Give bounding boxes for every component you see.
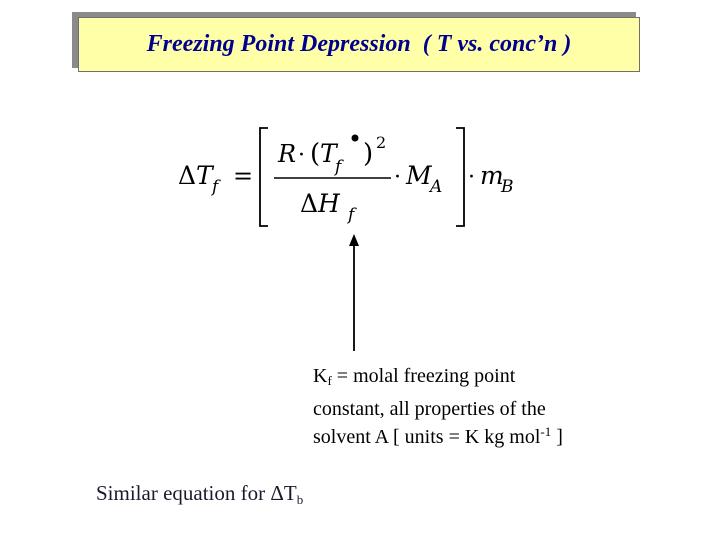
freezing-point-equation bbox=[170, 118, 550, 238]
molality: m bbox=[480, 161, 504, 190]
title-banner bbox=[78, 17, 640, 72]
annotation-line-3 bbox=[313, 423, 633, 451]
numerator-temperature: T bbox=[320, 139, 337, 168]
boiling-temperature: T bbox=[283, 481, 297, 505]
multiply-dot-3: · bbox=[468, 165, 475, 190]
kf-annotation bbox=[313, 362, 633, 451]
boiling-note-text: Similar equation for bbox=[96, 481, 271, 505]
molar-mass-subscript: A bbox=[430, 177, 443, 197]
annotation-line-1 bbox=[313, 362, 633, 395]
enthalpy-symbol: H bbox=[318, 189, 340, 218]
annotation-line-2: constant, all properties of the bbox=[313, 398, 546, 420]
numerator-temperature-subscript: f bbox=[335, 157, 342, 177]
kf-subscript: f bbox=[327, 373, 332, 388]
pure-solvent-marker bbox=[352, 135, 359, 142]
annotation-line-1-text: = molal freezing point bbox=[331, 365, 516, 387]
gas-constant: R bbox=[278, 140, 297, 168]
right-bracket bbox=[456, 128, 464, 226]
lhs-subscript: f bbox=[212, 177, 219, 197]
boiling-subscript: b bbox=[296, 492, 304, 507]
paren-open: ( bbox=[310, 139, 321, 169]
multiply-dot-2: · bbox=[394, 165, 401, 190]
units-superscript: -1 bbox=[540, 424, 552, 439]
units-text: solvent A [ units = K kg mol bbox=[313, 426, 541, 448]
equals-sign: = bbox=[233, 162, 254, 190]
lhs-delta: Δ bbox=[178, 161, 197, 190]
slide-title: Freezing Point Depression ( T vs. conc’n ) bbox=[146, 31, 572, 57]
enthalpy-subscript: f bbox=[348, 205, 355, 225]
arrow-up-icon bbox=[344, 234, 364, 352]
exponent-two: 2 bbox=[376, 133, 387, 152]
left-bracket bbox=[260, 128, 268, 226]
denominator-delta: Δ bbox=[300, 189, 319, 218]
equation-graphic bbox=[170, 118, 550, 238]
units-close: ] bbox=[551, 426, 563, 448]
boiling-delta: Δ bbox=[270, 481, 284, 505]
kf-symbol: K bbox=[313, 365, 328, 387]
boiling-point-note bbox=[96, 481, 303, 508]
multiply-dot: · bbox=[298, 143, 305, 168]
paren-close: ) bbox=[363, 139, 374, 169]
lhs-temperature: T bbox=[196, 161, 213, 190]
molar-mass: M bbox=[406, 161, 432, 190]
molality-subscript: B bbox=[501, 177, 514, 197]
